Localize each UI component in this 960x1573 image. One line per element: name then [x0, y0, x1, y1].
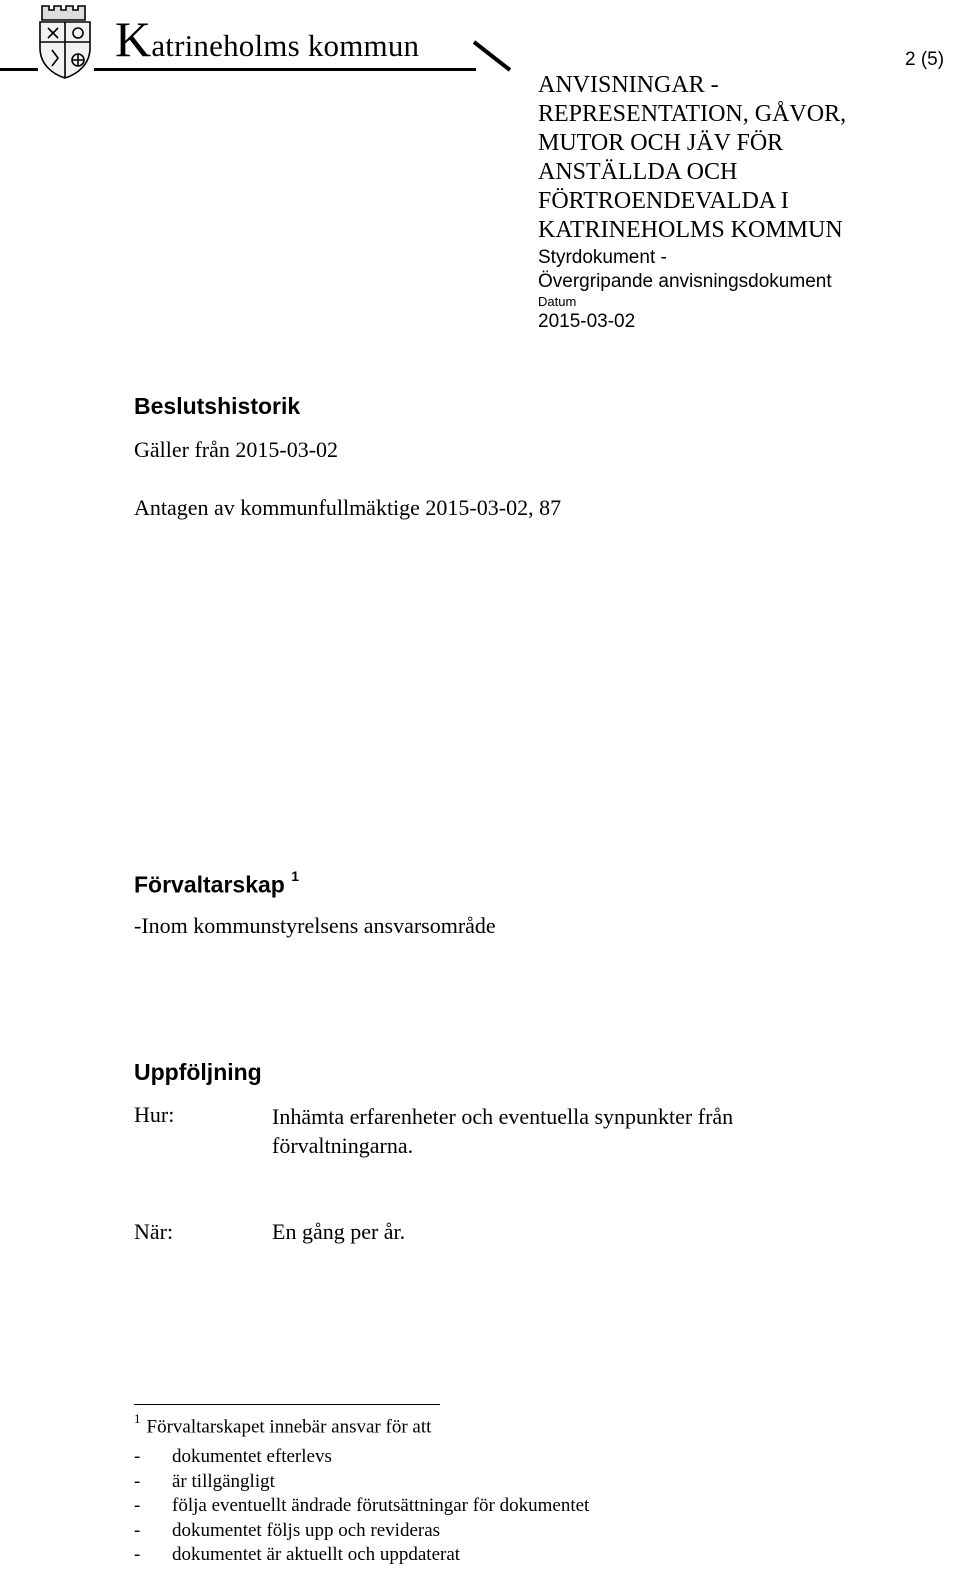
title-line: ANVISNINGAR - — [538, 72, 719, 98]
municipal-crest-logo — [36, 2, 94, 80]
footnote-separator — [134, 1404, 440, 1405]
list-item: - dokumentet följs upp och revideras — [134, 1519, 441, 1541]
follow-up-heading: Uppföljning — [134, 1059, 262, 1085]
document-type — [538, 246, 832, 294]
logo-rule-left — [0, 68, 38, 71]
title-line: KATRINEHOLMS KOMMUN — [538, 217, 843, 243]
title-line: ANSTÄLLDA OCH — [538, 159, 738, 185]
title-line: FÖRTROENDEVALDA I — [538, 188, 789, 214]
stewardship-heading-text: Förvaltarskap — [134, 871, 285, 898]
footnote-heading-text: Förvaltarskapet innebär ansvar för att — [146, 1416, 432, 1438]
list-item: - dokumentet är aktuellt och uppdaterat — [134, 1544, 461, 1565]
decision-history-heading: Beslutshistorik — [134, 393, 301, 419]
date-value: 2015-03-02 — [538, 311, 636, 332]
title-line: MUTOR OCH JÄV FÖR — [538, 130, 784, 156]
when-value: En gång per år. — [272, 1219, 406, 1244]
list-item-text: dokumentet är aktuellt och uppdaterat — [172, 1544, 461, 1565]
document-title — [538, 71, 938, 245]
valid-from-text: Gäller från 2015-03-02 — [134, 437, 339, 462]
logo-slash-icon — [470, 40, 514, 72]
when-label: När: — [134, 1219, 174, 1244]
list-item-text: dokumentet följs upp och revideras — [172, 1519, 441, 1541]
page-number: 2 (5) — [905, 49, 945, 70]
stewardship-heading — [134, 868, 300, 899]
date-label: Datum — [538, 294, 577, 309]
how-value: Inhämta erfarenheter och eventuella synpunkter från förvaltningarna. — [272, 1104, 734, 1158]
footnote-heading — [134, 1413, 431, 1438]
title-line: REPRESENTATION, GÅVOR, — [538, 101, 847, 127]
logo-rest: atrineholms kommun — [151, 28, 420, 63]
list-item-text: dokumentet efterlevs — [172, 1446, 332, 1467]
footnote-number: 1 — [134, 1411, 141, 1426]
adopted-text: Antagen av kommunfullmäktige 2015-03-02, 87 — [134, 495, 562, 520]
list-item: - är tillgängligt — [134, 1470, 275, 1492]
list-item: - följa eventuellt ändrade förutsättningar för dokumentet — [134, 1495, 590, 1516]
list-item-text: är tillgängligt — [172, 1470, 275, 1492]
logo-rule-right — [94, 68, 476, 71]
list-item: - dokumentet efterlevs — [134, 1446, 332, 1467]
how-label: Hur: — [134, 1102, 175, 1127]
footnote-list — [134, 1445, 589, 1568]
logo-initial: K — [115, 11, 152, 67]
list-item-text: följa eventuellt ändrade förutsättningar för dokumentet — [172, 1495, 590, 1516]
doc-type-line: Styrdokument - — [538, 247, 667, 268]
footnote-reference: 1 — [291, 868, 300, 884]
stewardship-text: -Inom kommunstyrelsens ansvarsområde — [134, 913, 496, 938]
doc-type-line: Övergripande anvisningsdokument — [538, 271, 832, 292]
logo-wordmark — [115, 11, 420, 67]
